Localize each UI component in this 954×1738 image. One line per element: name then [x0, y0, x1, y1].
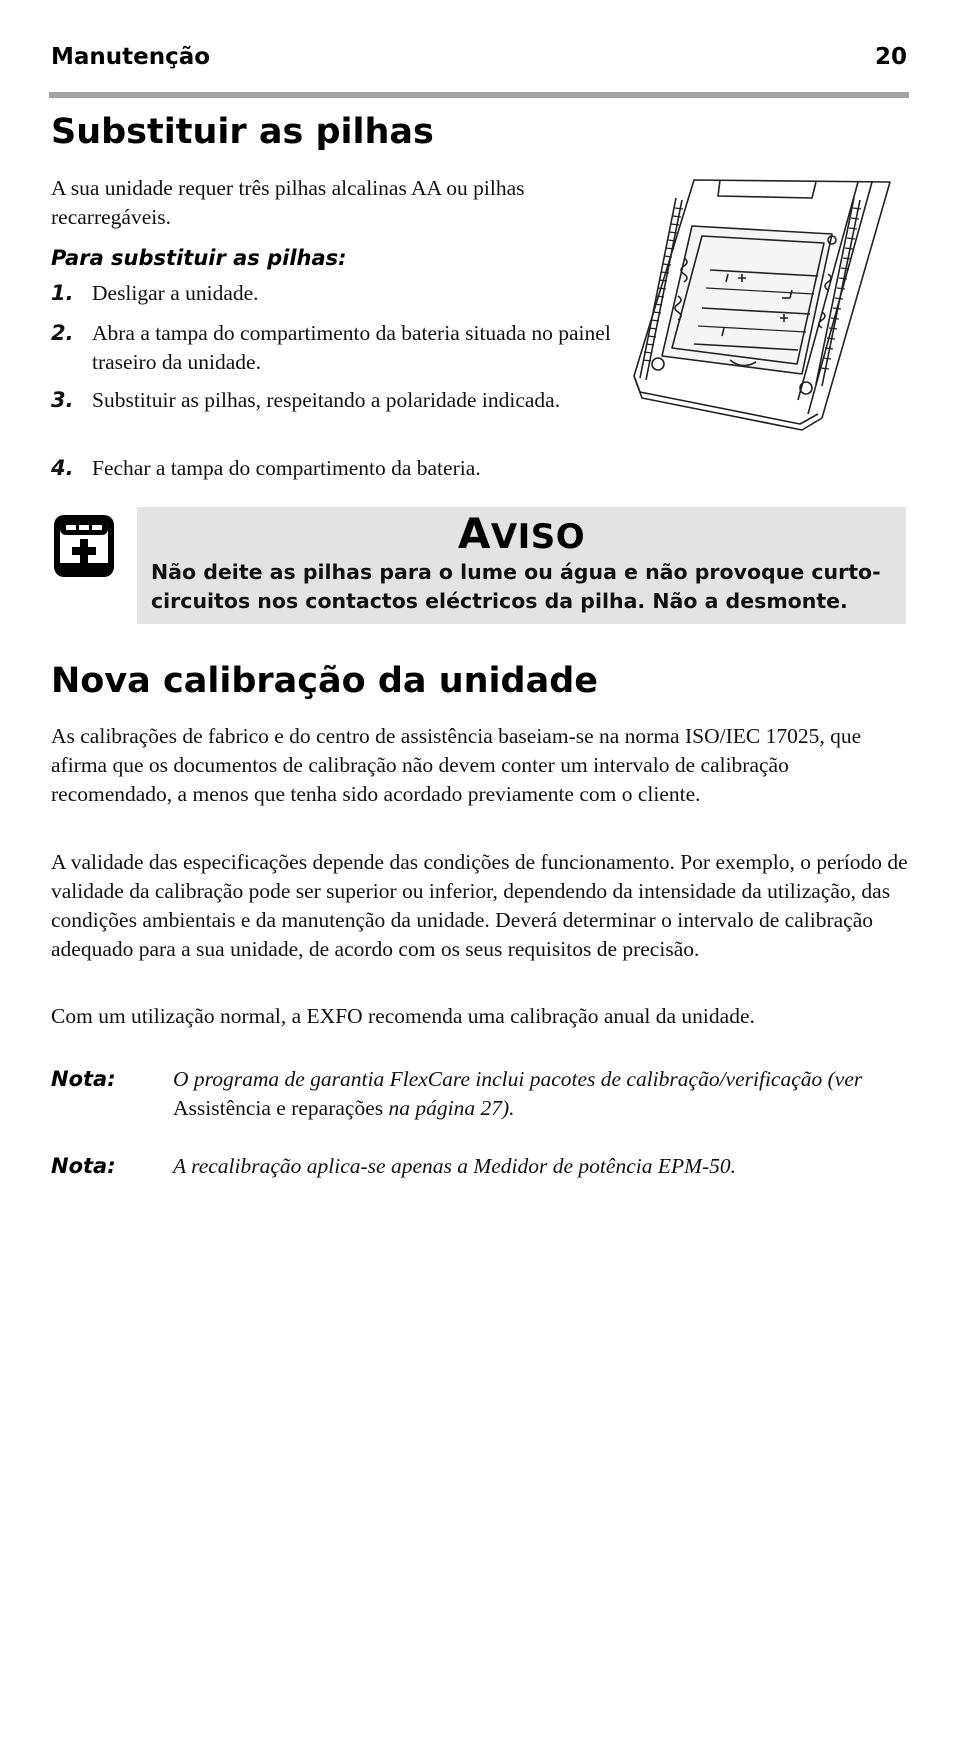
step-text: Fechar a tampa do compartimento da bateria. [92, 456, 481, 480]
step-text: Abra a tampa do compartimento da bateria situada no painel traseiro da unidade. [92, 321, 611, 374]
steps-title: Para substituir as pilhas: [51, 246, 347, 270]
step-number: 4. [51, 456, 74, 480]
note-text: A recalibração aplica-se apenas a Medidor de potência EPM-50. [173, 1154, 737, 1178]
list-item [51, 279, 631, 308]
list-item [51, 319, 631, 377]
header-rule [49, 92, 909, 98]
page-number: 20 [874, 44, 907, 70]
step-text: Desligar a unidade. [92, 281, 259, 305]
battery-compartment-illustration [632, 178, 900, 436]
step-text: Substituir as pilhas, respeitando a polaridade indicada. [92, 388, 561, 412]
step-number: 3. [51, 388, 74, 412]
warning-safety-icon [52, 513, 116, 579]
note-label: Nota: [51, 1067, 116, 1091]
step-number: 2. [51, 321, 74, 345]
calibration-paragraph: A validade das especificações depende das condições de funcionamento. Por exemplo, o período de validade da calibração pode ser superior ou inferior, dependendo da intensidade da utilização, das condições ambientais e da manutenção da unidade. Deverá determinar o intervalo de calibração adequado para a sua unidade, de acordo com os seus requisitos de precisão. [51, 850, 908, 961]
calibration-paragraph: Com um utilização normal, a EXFO recomenda uma calibração anual da unidade. [51, 1004, 755, 1028]
cross-reference-link[interactable]: Assistência e reparações [173, 1096, 384, 1120]
warning-box [137, 507, 906, 624]
step-number: 1. [51, 281, 74, 305]
warning-title-rest: VISO [490, 517, 586, 557]
note-text [173, 1065, 893, 1123]
calibration-paragraph: As calibrações de fabrico e do centro de assistência baseiam-se na norma ISO/IEC 17025, que afirma que os documentos de calibração não devem conter um intervalo de calibração recomendado, a menos que tenha sido acordado previamente com o cliente. [51, 724, 862, 806]
running-header-section: Manutenção [51, 44, 211, 70]
list-item [51, 454, 631, 483]
note-text-after: na página 27). [383, 1096, 515, 1120]
battery-section-heading: Substituir as pilhas [51, 112, 434, 152]
warning-title [137, 509, 906, 558]
list-item [51, 386, 631, 415]
calibration-section-heading: Nova calibração da unidade [51, 661, 598, 701]
warning-title-initial: A [457, 509, 491, 558]
battery-intro-paragraph: A sua unidade requer três pilhas alcalinas AA ou pilhas recarregáveis. [51, 176, 525, 229]
warning-text: Não deite as pilhas para o lume ou água e não provoque curto-circuitos nos contactos eléctricos da pilha. Não a desmonte. [151, 560, 881, 613]
note-text-before: O programa de garantia FlexCare inclui pacotes de calibração/verificação (ver [173, 1067, 863, 1091]
note-label: Nota: [51, 1154, 116, 1178]
